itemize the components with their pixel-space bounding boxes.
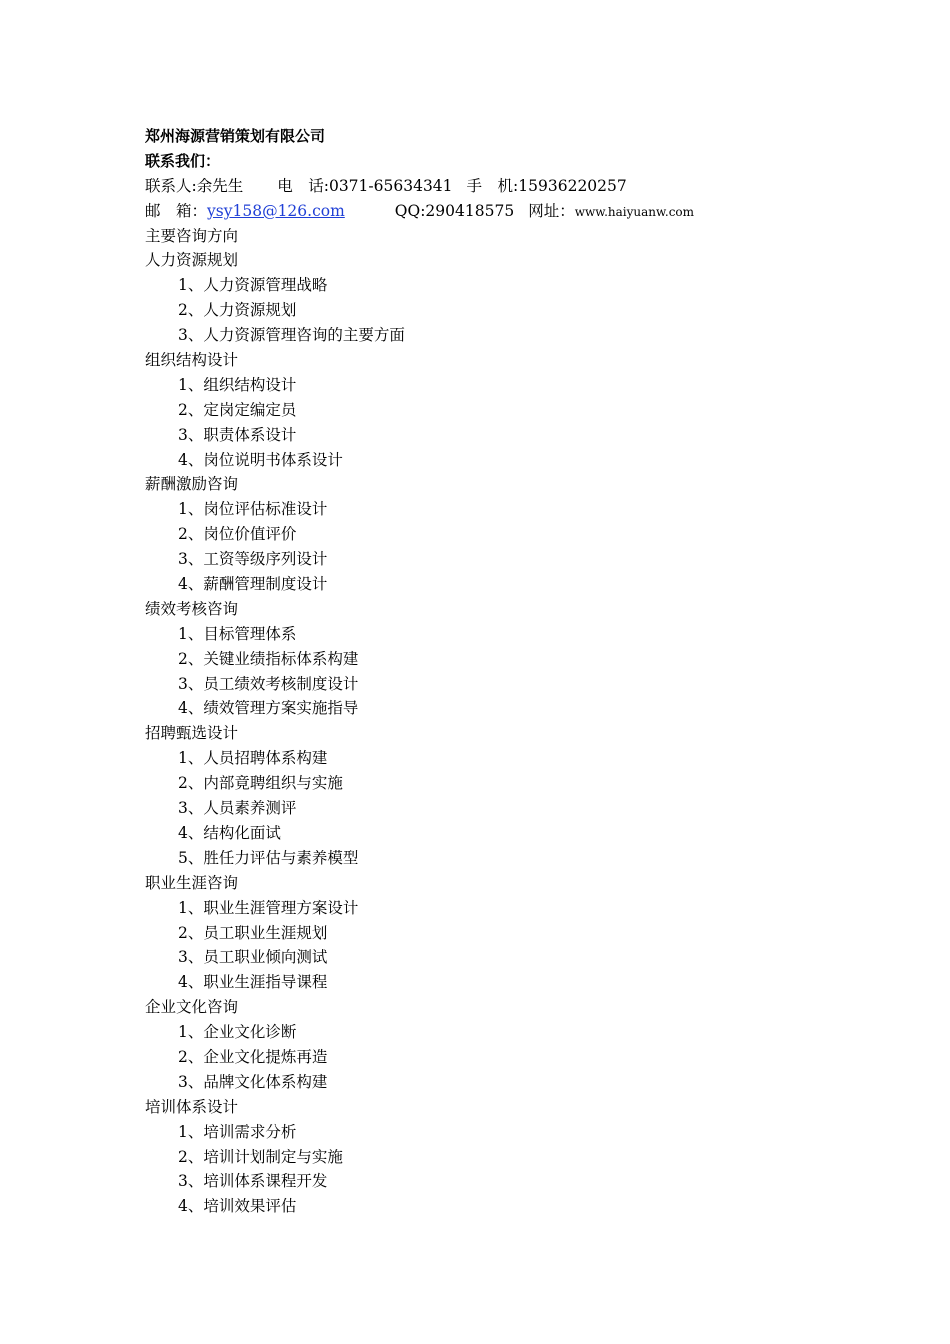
list-item: 3、职责体系设计 — [178, 425, 297, 444]
contact-heading: 联系我们： — [145, 151, 221, 170]
list-item: 1、岗位评估标准设计 — [178, 500, 328, 519]
section-title: 培训体系设计 — [145, 1097, 239, 1116]
list-item: 4、培训效果评估 — [178, 1197, 297, 1216]
list-item: 3、培训体系课程开发 — [178, 1172, 328, 1191]
list-item: 2、岗位价值评价 — [178, 525, 297, 544]
list-item: 4、结构化面试 — [178, 823, 281, 842]
contact-mobile: 手 机:15936220257 — [466, 176, 627, 195]
list-item: 4、薪酬管理制度设计 — [178, 575, 328, 594]
section-title: 企业文化咨询 — [145, 998, 239, 1017]
list-item: 2、内部竟聘组织与实施 — [178, 774, 343, 793]
consulting-sections — [145, 248, 845, 1219]
list-item: 2、定岗定编定员 — [178, 400, 297, 419]
section-title: 人力资源规划 — [145, 251, 239, 270]
company-name: 郑州海源营销策划有限公司 — [145, 127, 326, 145]
section-title: 绩效考核咨询 — [145, 599, 239, 618]
list-item: 3、人员素养测评 — [178, 799, 297, 818]
section-title: 组织结构设计 — [145, 351, 239, 370]
section-title: 职业生涯咨询 — [145, 873, 239, 892]
website-label: 网址： — [528, 201, 575, 220]
qq-number: QQ:290418575 — [394, 201, 515, 220]
list-item: 2、人力资源规划 — [178, 301, 297, 320]
list-item: 4、岗位说明书体系设计 — [178, 450, 343, 469]
list-item: 1、组织结构设计 — [178, 375, 297, 394]
list-item: 3、人力资源管理咨询的主要方面 — [178, 326, 405, 345]
list-item: 1、培训需求分析 — [178, 1122, 297, 1141]
section-title: 薪酬激励咨询 — [145, 475, 239, 494]
list-item: 4、绩效管理方案实施指导 — [178, 699, 359, 718]
list-item: 1、企业文化诊断 — [178, 1023, 297, 1042]
list-item: 2、关键业绩指标体系构建 — [178, 649, 359, 668]
list-item: 3、品牌文化体系构建 — [178, 1072, 328, 1091]
list-item: 2、企业文化提炼再造 — [178, 1047, 328, 1066]
contact-phone: 电 话:0371-65634341 — [277, 176, 453, 195]
main-direction-heading: 主要咨询方向 — [145, 226, 239, 245]
list-item: 1、职业生涯管理方案设计 — [178, 898, 359, 917]
list-item: 1、人力资源管理战略 — [178, 276, 328, 295]
list-item: 4、职业生涯指导课程 — [178, 973, 328, 992]
list-item: 3、员工绩效考核制度设计 — [178, 674, 359, 693]
contact-line-1 — [145, 174, 845, 199]
list-item: 2、培训计划制定与实施 — [178, 1147, 343, 1166]
contact-person: 联系人:余先生 — [145, 176, 244, 195]
list-item: 1、目标管理体系 — [178, 624, 297, 643]
list-item: 1、人员招聘体系构建 — [178, 749, 328, 768]
list-item: 3、工资等级序列设计 — [178, 550, 328, 569]
list-item: 5、胜任力评估与素养模型 — [178, 848, 359, 867]
email-link[interactable]: ysy158@126.com — [207, 201, 345, 220]
section-title: 招聘甄选设计 — [145, 724, 239, 743]
list-item: 3、员工职业倾向测试 — [178, 948, 328, 967]
contact-line-2 — [145, 199, 845, 224]
email-label: 邮 箱： — [145, 201, 208, 220]
document-page — [145, 124, 845, 1219]
website-url: www.haiyuanw.com — [574, 204, 695, 219]
list-item: 2、员工职业生涯规划 — [178, 923, 328, 942]
